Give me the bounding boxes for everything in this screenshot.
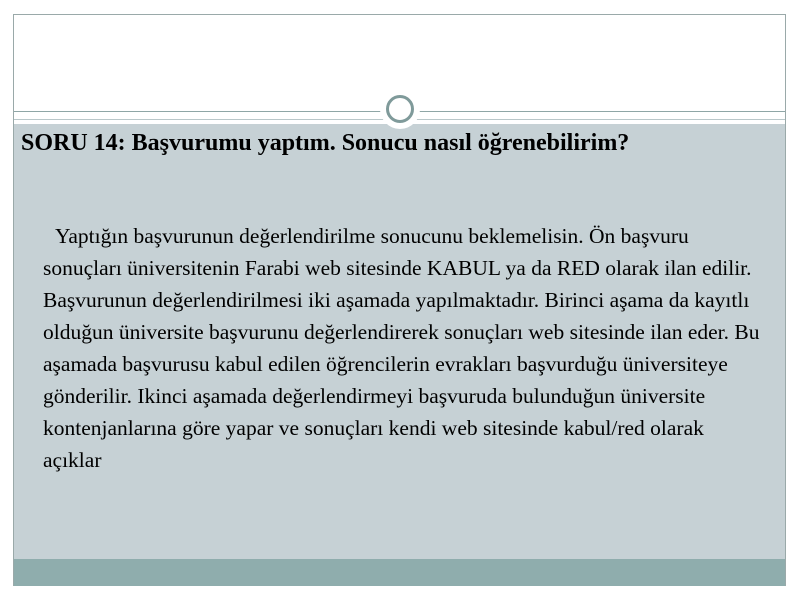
question-heading: SORU 14: Başvurumu yaptım. Sonucu nasıl öğrenebilirim?	[21, 130, 630, 156]
circle-ring-icon	[386, 95, 414, 123]
answer-paragraph: Yaptığın başvurunun değerlendirilme sonucunu beklemelisin. Ön başvuru sonuçları üniversitenin Farabi web sitesinde KABUL ya da RED olarak ilan edilir. Başvurunun değerlendirilmesi iki aşamada yapılmaktadır. Birinci aşama da kayıtlı olduğun üniversite başvurunu değerlendirerek sonuçları web sitesinde ilan eder. Bu aşamada başvurusu kabul edilen öğrencilerin evrakları başvurduğu üniversiteye gönderilir. Ikinci aşamada değerlendirmeyi başvuruda bulunduğun üniversite kontenjanlarına göre yapar ve sonuçları kendi web sitesinde kabul/red olarak açıklar	[43, 224, 760, 472]
circle-ornament-icon	[380, 89, 420, 129]
footer-band	[14, 559, 785, 586]
answer-text	[45, 220, 763, 476]
